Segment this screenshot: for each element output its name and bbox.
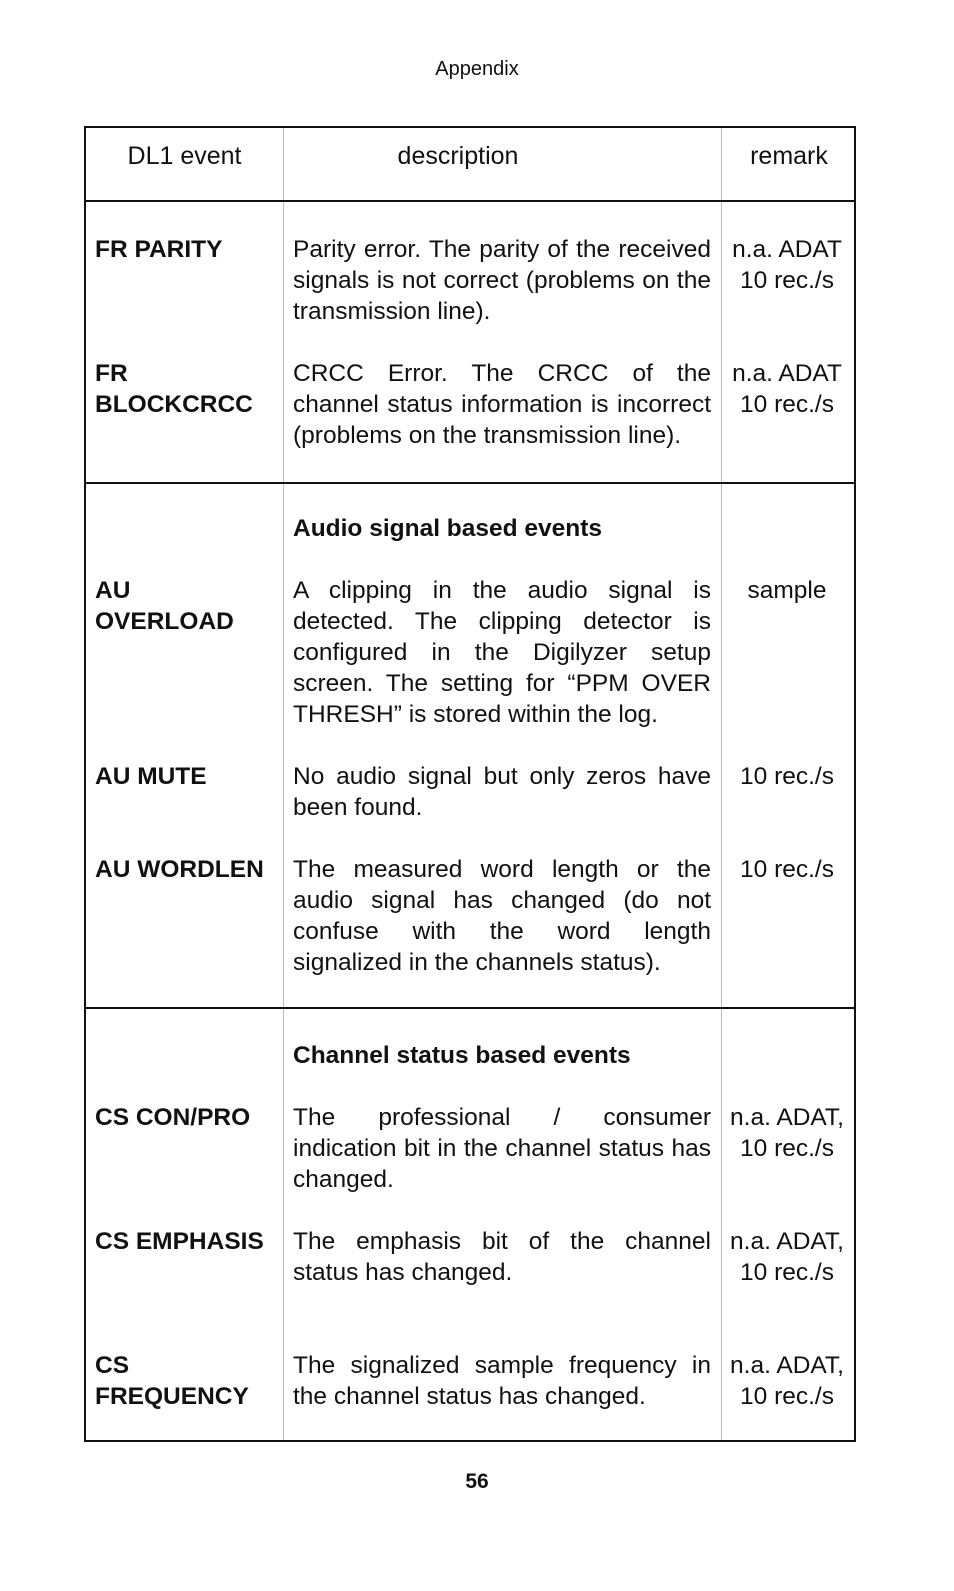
event-remark: n.a. ADAT, 10 rec./s (730, 1228, 844, 1286)
event-remark: sample (747, 577, 827, 604)
event-description: The signalized sample frequency in the channel status has changed. (293, 1352, 711, 1410)
section-title: Channel status based events (293, 1042, 631, 1069)
event-remark: 10 rec./s (740, 763, 834, 790)
event-name: AU MUTE (95, 763, 207, 790)
event-description: Parity error. The parity of the received signals is not correct (problems on the transmission line). (293, 236, 711, 325)
event-name: AU WORDLEN (95, 856, 264, 883)
section-divider (86, 1007, 854, 1009)
event-remark: n.a. ADAT, 10 rec./s (730, 1104, 844, 1162)
page-header: Appendix (435, 58, 519, 80)
header-divider (86, 200, 854, 202)
event-description: The professional / consumer indication bit in the channel status has changed. (293, 1104, 711, 1193)
event-name: AU OVERLOAD (95, 577, 234, 635)
column-divider (283, 128, 284, 1440)
column-header-description: description (397, 142, 519, 170)
event-description: A clipping in the audio signal is detected. The clipping detector is configured in the Digilyzer setup screen. The setting for “PPM OVER THRESH” is stored within the log. (293, 577, 711, 728)
section-title: Audio signal based events (293, 515, 603, 542)
event-description: The emphasis bit of the channel status has changed. (293, 1228, 711, 1286)
event-remark: n.a. ADAT, 10 rec./s (730, 1352, 844, 1410)
event-remark: n.a. ADAT 10 rec./s (732, 360, 842, 418)
event-description: No audio signal but only zeros have been found. (293, 763, 711, 821)
event-name: FR PARITY (95, 236, 223, 263)
event-remark: 10 rec./s (740, 856, 834, 883)
event-description: CRCC Error. The CRCC of the channel status information is incorrect (problems on the transmission line). (293, 360, 711, 449)
section-divider (86, 482, 854, 484)
column-header-event: DL1 event (127, 142, 242, 170)
event-name: CS FREQUENCY (95, 1352, 249, 1410)
event-name: CS CON/PRO (95, 1104, 251, 1131)
column-header-remark: remark (750, 142, 828, 170)
page-number: 56 (465, 1470, 489, 1493)
event-description: The measured word length or the audio signal has changed (do not confuse with the word length signalized in the channels status). (293, 856, 711, 976)
event-remark: n.a. ADAT 10 rec./s (732, 236, 842, 294)
events-table (84, 126, 856, 1442)
event-name: FR BLOCKCRCC (95, 360, 253, 418)
event-name: CS EMPHASIS (95, 1228, 264, 1255)
